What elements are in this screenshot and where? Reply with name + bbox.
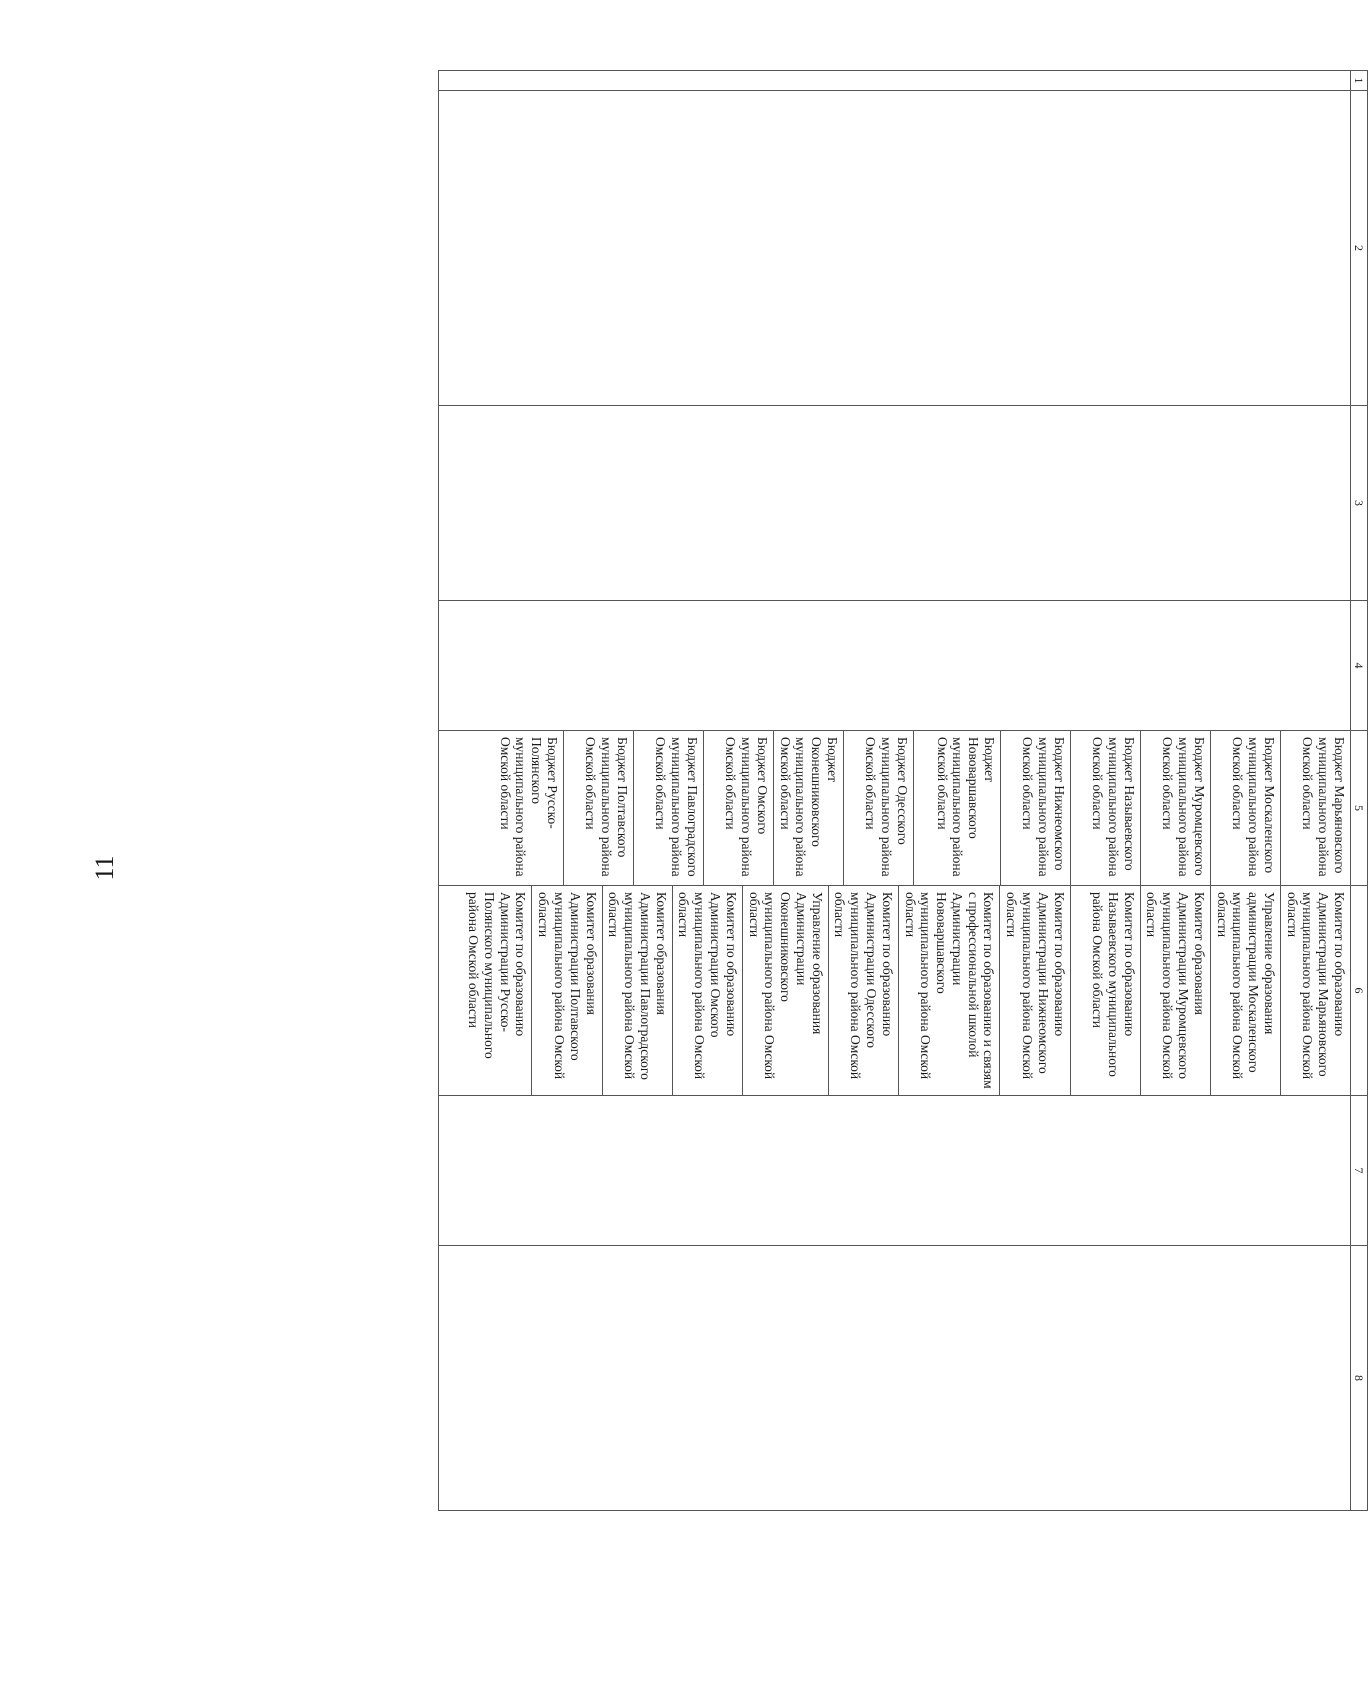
cell-col-3 <box>439 406 1351 601</box>
col-header-6: 6 <box>1351 886 1368 1096</box>
col-header-2: 2 <box>1351 91 1368 406</box>
list-item: Бюджет Москаленского муниципального района Омской области <box>1211 731 1281 885</box>
col-header-1: 1 <box>1351 71 1368 91</box>
list-item: Бюджет Нововаршавского муниципального района Омской области <box>914 731 1001 885</box>
list-item: Бюджет Русско-Полянского муниципального района Омской области <box>497 737 560 877</box>
col-header-4: 4 <box>1351 601 1368 731</box>
cell-col-5 <box>439 731 1351 886</box>
list-item: Комитет по образованию Администрации Одесского муниципального района Омской области <box>828 886 898 1095</box>
col-header-3: 3 <box>1351 406 1368 601</box>
list-item: Бюджет Муромцевского муниципального района Омской области <box>1141 731 1211 885</box>
cell-col-8 <box>439 1246 1351 1511</box>
list-item: Комитет по образованию Администрации Нижнеомского муниципального района Омской области <box>1000 886 1070 1095</box>
list-item: Комитет по образованию Администрации Марьяновского муниципального района Омской области <box>1280 886 1350 1095</box>
col-header-5: 5 <box>1351 731 1368 886</box>
list-item: Комитет образования Администрации Муромцевского муниципального района Омской области <box>1140 886 1210 1095</box>
list-item: Комитет образования Администрации Полтавского муниципального района Омской области <box>532 886 602 1095</box>
list-item: Комитет по образованию Администрации Русско-Полянского муниципального района Омской области <box>466 892 529 1059</box>
budget-list <box>494 731 1350 885</box>
cell-col-6 <box>439 886 1351 1096</box>
list-item: Комитет по образованию Администрации Омского муниципального района Омской области <box>672 886 742 1095</box>
list-item: Бюджет Полтавского муниципального района Омской области <box>563 731 633 885</box>
cell-col-1 <box>439 71 1351 91</box>
table-container <box>438 70 1368 1510</box>
header-row <box>1351 71 1368 1511</box>
list-item: Комитет по образованию Называевского муниципального района Омской области <box>1070 886 1140 1095</box>
list-item: Управление образования Администрации Оконешниковского муниципального района Омской области <box>742 886 828 1095</box>
list-item: Управление образования администрации Москаленского муниципального района Омской области <box>1210 886 1280 1095</box>
list-item: Бюджет Марьяновского муниципального района Омской области <box>1281 731 1351 885</box>
list-item: Бюджет Называевского муниципального района Омской области <box>1071 731 1141 885</box>
table-row <box>439 71 1351 1511</box>
list-item: Бюджет Павлоградского муниципального района Омской области <box>633 731 703 885</box>
page-number: 11 <box>90 855 119 881</box>
list-item: Бюджет Оконешниковского муниципального района Омской области <box>773 731 843 885</box>
list-item: Бюджет Одесского муниципального района Омской области <box>844 731 914 885</box>
cell-col-2 <box>439 91 1351 406</box>
list-item: Комитет образования Администрации Павлоградского муниципального района Омской области <box>602 886 672 1095</box>
list-item: Комитет по образованию и связям с профессиональной школой Администрации Нововаршавского муниципального района Омской области <box>898 886 1000 1095</box>
col-header-7: 7 <box>1351 1096 1368 1246</box>
list-item: Бюджет Нижнеомского муниципального района Омской области <box>1001 731 1071 885</box>
administrator-list <box>462 886 1350 1095</box>
cell-col-7 <box>439 1096 1351 1246</box>
budget-table <box>438 70 1368 1511</box>
col-header-8: 8 <box>1351 1246 1368 1511</box>
cell-col-4 <box>439 601 1351 731</box>
list-item: Бюджет Омского муниципального района Омской области <box>703 731 773 885</box>
